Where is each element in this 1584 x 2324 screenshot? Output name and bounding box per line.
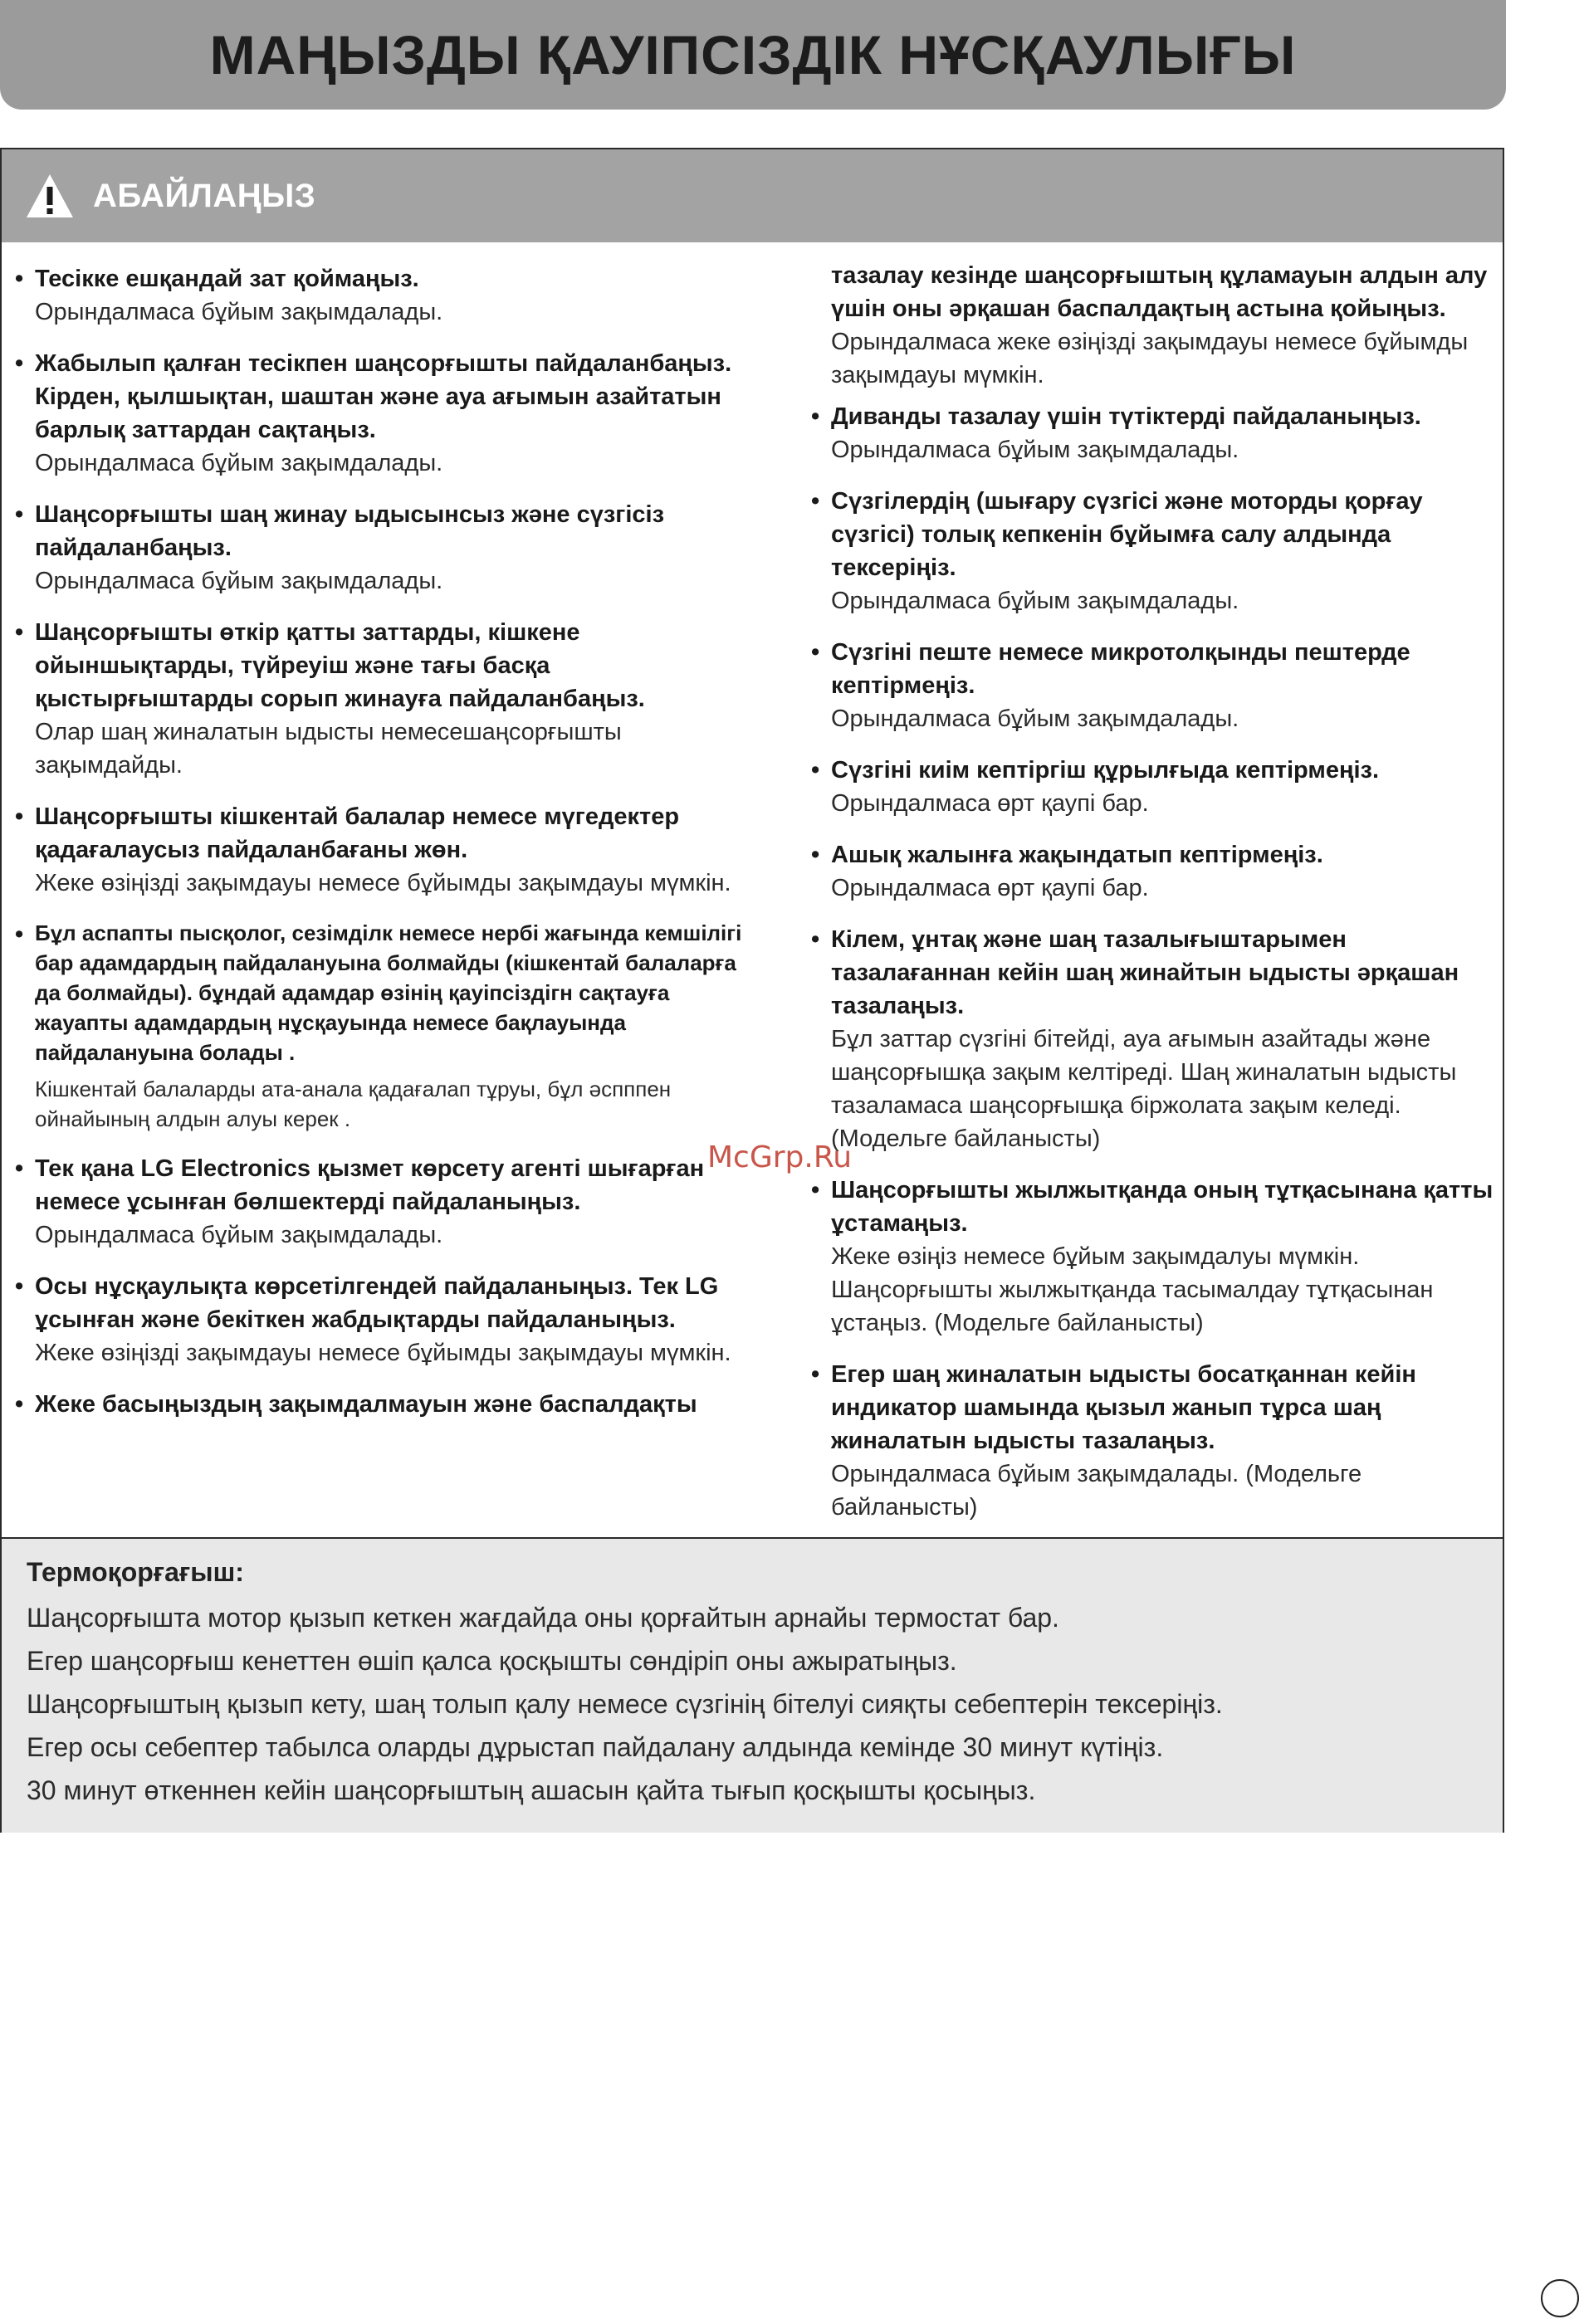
- list-item: [811, 400, 1500, 466]
- item-note: Кішкентай балаларды ата-анала қадағалап тұруы, бұл әспппен ойнайының алдын алуы керек .: [35, 1077, 672, 1131]
- item-note: Жеке өзіңізді зақымдауы немесе бұйымды зақымдауы мүмкін.: [35, 870, 731, 896]
- item-heading: • Сүзгіні пеште немесе микротолқынды пештерде кептірмеңіз.: [831, 639, 1410, 699]
- caution-panel: [0, 148, 1504, 1833]
- list-item: [811, 1358, 1500, 1524]
- item-heading: • Егер шаң жиналатын ыдысты босатқаннан кейін индикатор шамында қызыл жанып тұрса шаң жиналатын ыдысты тазалаңыз.: [831, 1361, 1416, 1454]
- page-title-bar: [0, 0, 1506, 110]
- item-heading: • Ашық жалынға жақындатып кептірмеңіз.: [831, 842, 1323, 868]
- item-note: Орындалмаса бұйым зақымдалады. (Модельге байланысты): [831, 1461, 1362, 1521]
- thermo-line: Шаңсорғыштың қызып кету, шаң толып қалу немесе сүзгінің бітелуі сияқты себептерін тексеріңіз.: [27, 1689, 1223, 1719]
- item-heading: • Тесікке ешқандай зат қоймаңыз.: [35, 266, 419, 292]
- list-item: [15, 616, 762, 782]
- item-note: Жеке өзіңізді зақымдауы немесе бұйымды зақымдауы мүмкін.: [35, 1340, 731, 1366]
- page-number-circle: [1541, 2279, 1579, 2317]
- item-heading: • Жеке басыңыздың зақымдалмауын және баспалдақты: [35, 1391, 697, 1418]
- list-item: [811, 485, 1500, 618]
- item-heading: • Шаңсорғышты кішкентай балалар немесе мүгедектер қадағалаусыз пайдаланбағаны жөн.: [35, 803, 680, 863]
- item-heading: • Бұл аспапты пысқолог, сезімділк немесе нербі жағында кемшілігі бар адамдардың пайдалануына болмайды (кішкентай балаларға да болмайды). бұндай адамдар өзінің қауіпсіздігн сақтауға жауапты адамдардың нұсқауында немесе бақлауында пайдалануына болады .: [35, 920, 742, 1065]
- item-heading: • Осы нұсқаулықта көрсетілгендей пайдаланыңыз. Тек LG ұсынған және бекіткен жабдықтарды пайдаланыңыз.: [35, 1273, 719, 1333]
- item-note: Орындалмаса бұйым зақымдалады.: [35, 568, 443, 594]
- item-heading: тазалау кезінде шаңсорғыштың құламауын алдын алу үшін оны әрқашан баспалдақтың астына қойыңыз.: [831, 262, 1488, 322]
- item-heading: • Шаңсорғышты жылжытқанда оның тұтқасынана қатты ұстамаңыз.: [831, 1177, 1494, 1237]
- item-note: Орындалмаса жеке өзіңізді зақымдауы немесе бұйымды зақымдауы мүмкін.: [831, 329, 1469, 388]
- list-item: [15, 1388, 762, 1421]
- item-note: Орындалмаса бұйым зақымдалады.: [831, 437, 1239, 463]
- list-item: [15, 1270, 762, 1370]
- item-heading: • Жабылып қалған тесікпен шаңсорғышты пайдаланбаңыз. Кірден, қылшықтан, шаштан және ауа ағымын азайтатын барлық заттардан сақтаңыз.: [35, 350, 732, 443]
- list-item: [811, 1174, 1500, 1340]
- list-item: [811, 754, 1500, 820]
- item-note: Олар шаң жиналатын ыдысты немесешаңсорғышты зақымдайды.: [35, 719, 622, 779]
- thermo-line: Егер осы себептер табылса оларды дұрыстап пайдалану алдында кемінде 30 минут күтіңіз.: [27, 1732, 1164, 1762]
- list-item: [811, 923, 1500, 1155]
- left-column: [15, 262, 762, 1439]
- item-note: Орындалмаса бұйым зақымдалады.: [35, 299, 443, 325]
- list-item: [15, 262, 762, 329]
- item-note: Орындалмаса бұйым зақымдалады.: [831, 706, 1239, 732]
- warning-triangle-icon: [25, 173, 75, 219]
- list-item: [15, 1152, 762, 1252]
- caution-header: [2, 149, 1503, 242]
- list-item: [15, 498, 762, 598]
- item-heading: • Диванды тазалау үшін түтіктерді пайдаланыңыз.: [831, 403, 1421, 430]
- item-note: Бұл заттар сүзгіні бітейді, ауа ағымын азайтады және шаңсорғышқа зақым келтіреді. Шаң жиналатын ыдысты тазаламаса шаңсорғышқа біржолата зақым келеді. (Модельге байланысты): [831, 1026, 1457, 1152]
- right-column: [811, 259, 1500, 1542]
- item-note: Орындалмаса бұйым зақымдалады.: [35, 450, 443, 476]
- item-heading: • Сүзгіні киім кептіргіш құрылғыда кептірмеңіз.: [831, 757, 1380, 784]
- item-heading: • Шаңсорғышты өткір қатты заттарды, кішкене ойыншықтарды, түйреуіш және тағы басқа қыстырғыштарды сорып жинауға пайдаланбаңыз.: [35, 619, 645, 712]
- list-item: [15, 800, 762, 900]
- page-title: МАҢЫЗДЫ ҚАУІПСІЗДІК НҰСҚАУЛЫҒЫ: [209, 24, 1297, 85]
- thermo-line: Шаңсорғышта мотор қызып кеткен жағдайда оны қорғайтын арнайы термостат бар.: [27, 1603, 1059, 1633]
- thermo-title: Термоқорғағыш:: [27, 1557, 244, 1587]
- item-heading: • Кілем, ұнтақ және шаң тазалығыштарымен тазалағаннан кейін шаң жинайтын ыдысты әрқашан тазалаңыз.: [831, 926, 1459, 1019]
- list-item: [811, 838, 1500, 905]
- thermo-protector-section: [2, 1537, 1503, 1833]
- item-heading: • Тек қана LG Electronics қызмет көрсету агенті шығарған немесе ұсынған бөлшектерді пайдаланыңыз.: [35, 1155, 705, 1215]
- item-note: Орындалмаса бұйым зақымдалады.: [831, 588, 1239, 614]
- list-item: [15, 918, 762, 1134]
- list-item: [15, 347, 762, 480]
- caution-title: АБАЙЛАҢЫЗ: [93, 177, 316, 214]
- item-heading: • Шаңсорғышты шаң жинау ыдысынсыз және сүзгісіз пайдаланбаңыз.: [35, 501, 664, 561]
- thermo-line: 30 минут өткеннен кейін шаңсорғыштың ашасын қайта тығып қосқышты қосыңыз.: [27, 1775, 1036, 1805]
- watermark: McGrp.Ru: [707, 1140, 853, 1174]
- thermo-line: Егер шаңсорғыш кенеттен өшіп қалса қосқышты сөндіріп оны ажыратыңыз.: [27, 1646, 957, 1676]
- item-note: Жеке өзіңіз немесе бұйым зақымдалуы мүмкін. Шаңсорғышты жылжытқанда тасымалдау тұтқасынан ұстаңыз. (Модельге байланысты): [831, 1243, 1434, 1336]
- item-note: Орындалмаса өрт қаупі бар.: [831, 875, 1149, 901]
- list-item: [811, 636, 1500, 735]
- list-item-continuation: [811, 259, 1500, 392]
- item-note: Орындалмаса бұйым зақымдалады.: [35, 1222, 443, 1248]
- item-note: Орындалмаса өрт қаупі бар.: [831, 790, 1149, 817]
- item-heading: • Сүзгілердің (шығару сүзгісі және моторды қорғау сүзгісі) толық кепкенін бұйымға салу алдында тексеріңіз.: [831, 488, 1423, 581]
